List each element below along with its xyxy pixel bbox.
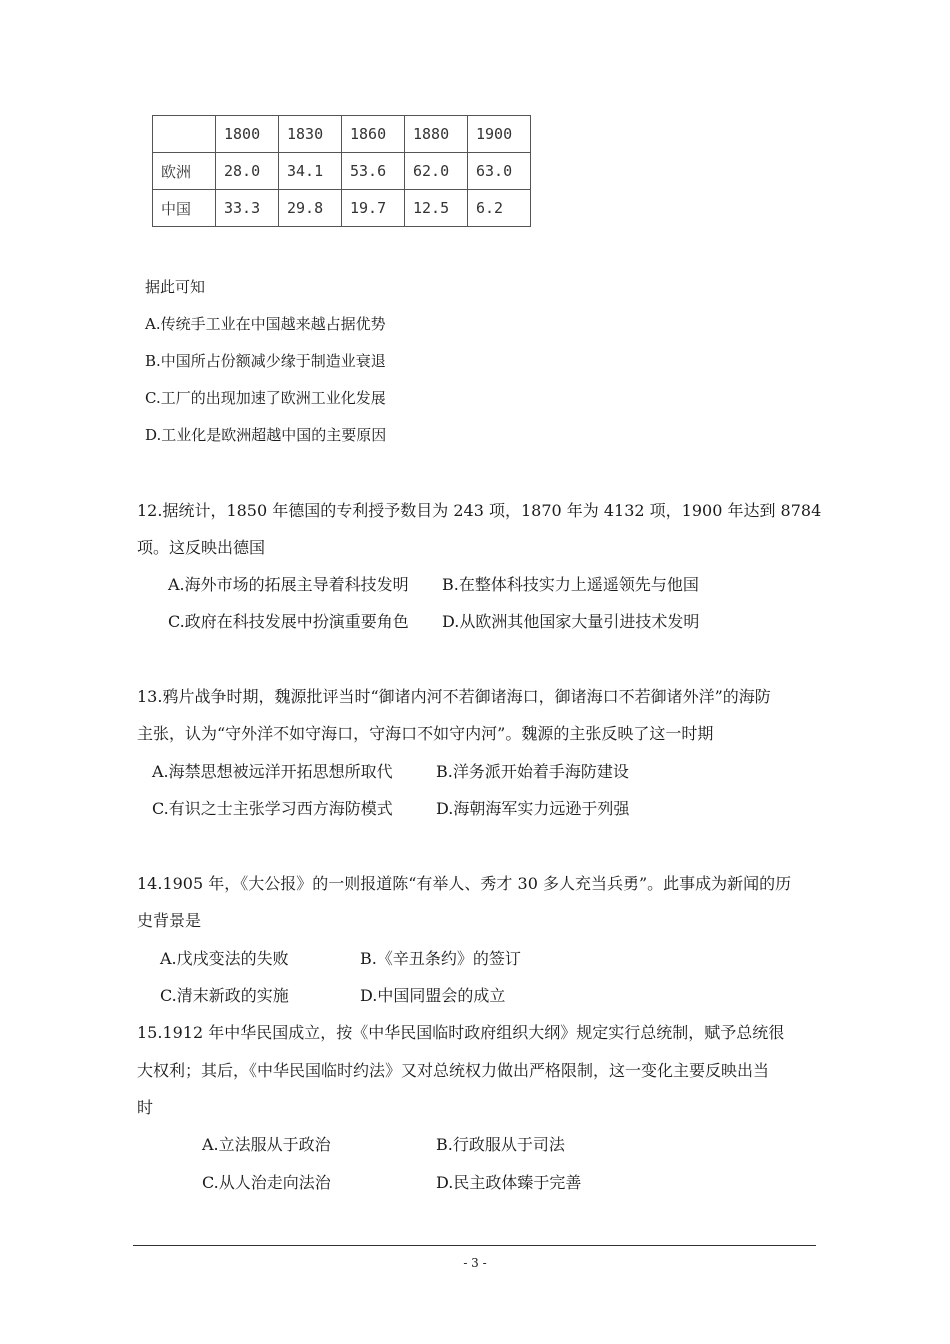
q15-option-c: C.从人治走向法治 <box>202 1173 331 1192</box>
q11-option-d: D.工业化是欧洲超越中国的主要原因 <box>145 426 387 444</box>
q15-stem-line1: 15.1912 年中华民国成立，按《中华民国临时政府组织大纲》规定实行总统制，赋予总统很 <box>137 1023 785 1042</box>
q14-option-a: A.戊戌变法的失败 <box>160 949 289 968</box>
q13-option-a: A.海禁思想被远洋开拓思想所取代 <box>152 762 393 781</box>
q14-option-d: D.中国同盟会的成立 <box>360 986 506 1005</box>
table-cell: 62.0 <box>405 153 468 190</box>
q12-option-d: D.从欧洲其他国家大量引进技术发明 <box>442 612 700 631</box>
table-cell: 63.0 <box>468 153 531 190</box>
table-header-row <box>153 116 531 153</box>
q13-stem-line2: 主张，认为“守外洋不如守海口，守海口不如守内河”。魏源的主张反映了这一时期 <box>137 724 714 743</box>
q15-stem-line3: 时 <box>137 1098 154 1117</box>
q12-option-a: A.海外市场的拓展主导着科技发明 <box>168 575 409 594</box>
q15-stem-line2: 大权利；其后，《中华民国临时约法》又对总统权力做出严格限制，这一变化主要反映出当 <box>137 1061 770 1080</box>
q15-option-b: B.行政服从于司法 <box>436 1135 565 1154</box>
table-header-cell: 1860 <box>342 116 405 153</box>
q14-option-b: B.《辛丑条约》的签订 <box>360 949 521 968</box>
q11-option-a: A.传统手工业在中国越来越占据优势 <box>145 315 386 333</box>
q12-option-b: B.在整体科技实力上遥遥领先与他国 <box>442 575 699 594</box>
table-cell: 53.6 <box>342 153 405 190</box>
q13-stem-line1: 13.鸦片战争时期，魏源批评当时“御诸内河不若御诸海口，御诸海口不若御诸外洋”的海防 <box>137 687 771 706</box>
page-number: - 3 - <box>463 1256 487 1270</box>
q12-option-c: C.政府在科技发展中扮演重要角色 <box>168 612 409 631</box>
q11-lead: 据此可知 <box>145 278 206 296</box>
q12-stem-line2: 项。这反映出德国 <box>137 538 266 557</box>
q14-stem-line1: 14.1905 年，《大公报》的一则报道陈“有举人、秀才 30 多人充当兵勇”。此事成为新闻的历 <box>137 874 792 893</box>
table-row <box>153 153 531 190</box>
table-row-label: 欧洲 <box>153 153 216 190</box>
q13-option-c: C.有识之士主张学习西方海防模式 <box>152 799 393 818</box>
table-row-label: 中国 <box>153 190 216 227</box>
table-cell: 28.0 <box>216 153 279 190</box>
q14-stem-line2: 史背景是 <box>137 911 202 930</box>
q15-option-d: D.民主政体臻于完善 <box>436 1173 582 1192</box>
table-header-cell: 1900 <box>468 116 531 153</box>
table-cell: 19.7 <box>342 190 405 227</box>
footer-divider <box>133 1245 816 1246</box>
table-cell: 34.1 <box>279 153 342 190</box>
data-table <box>152 115 531 227</box>
q13-option-b: B.洋务派开始着手海防建设 <box>436 762 629 781</box>
q11-option-c: C.工厂的出现加速了欧洲工业化发展 <box>145 389 386 407</box>
table-header-cell: 1800 <box>216 116 279 153</box>
table-cell: 6.2 <box>468 190 531 227</box>
table-header-cell: 1830 <box>279 116 342 153</box>
table-cell: 33.3 <box>216 190 279 227</box>
q11-option-b: B.中国所占份额减少缘于制造业衰退 <box>145 352 386 370</box>
table-header-cell: 1880 <box>405 116 468 153</box>
table-row <box>153 190 531 227</box>
q15-option-a: A.立法服从于政治 <box>202 1135 331 1154</box>
table-cell: 12.5 <box>405 190 468 227</box>
q12-stem-line1: 12.据统计，1850 年德国的专利授予数目为 243 项，1870 年为 4132 项，1900 年达到 8784 <box>137 501 822 520</box>
q14-option-c: C.清末新政的实施 <box>160 986 289 1005</box>
table-cell: 29.8 <box>279 190 342 227</box>
q13-option-d: D.海朝海军实力远逊于列强 <box>436 799 630 818</box>
table-header-cell <box>153 116 216 153</box>
